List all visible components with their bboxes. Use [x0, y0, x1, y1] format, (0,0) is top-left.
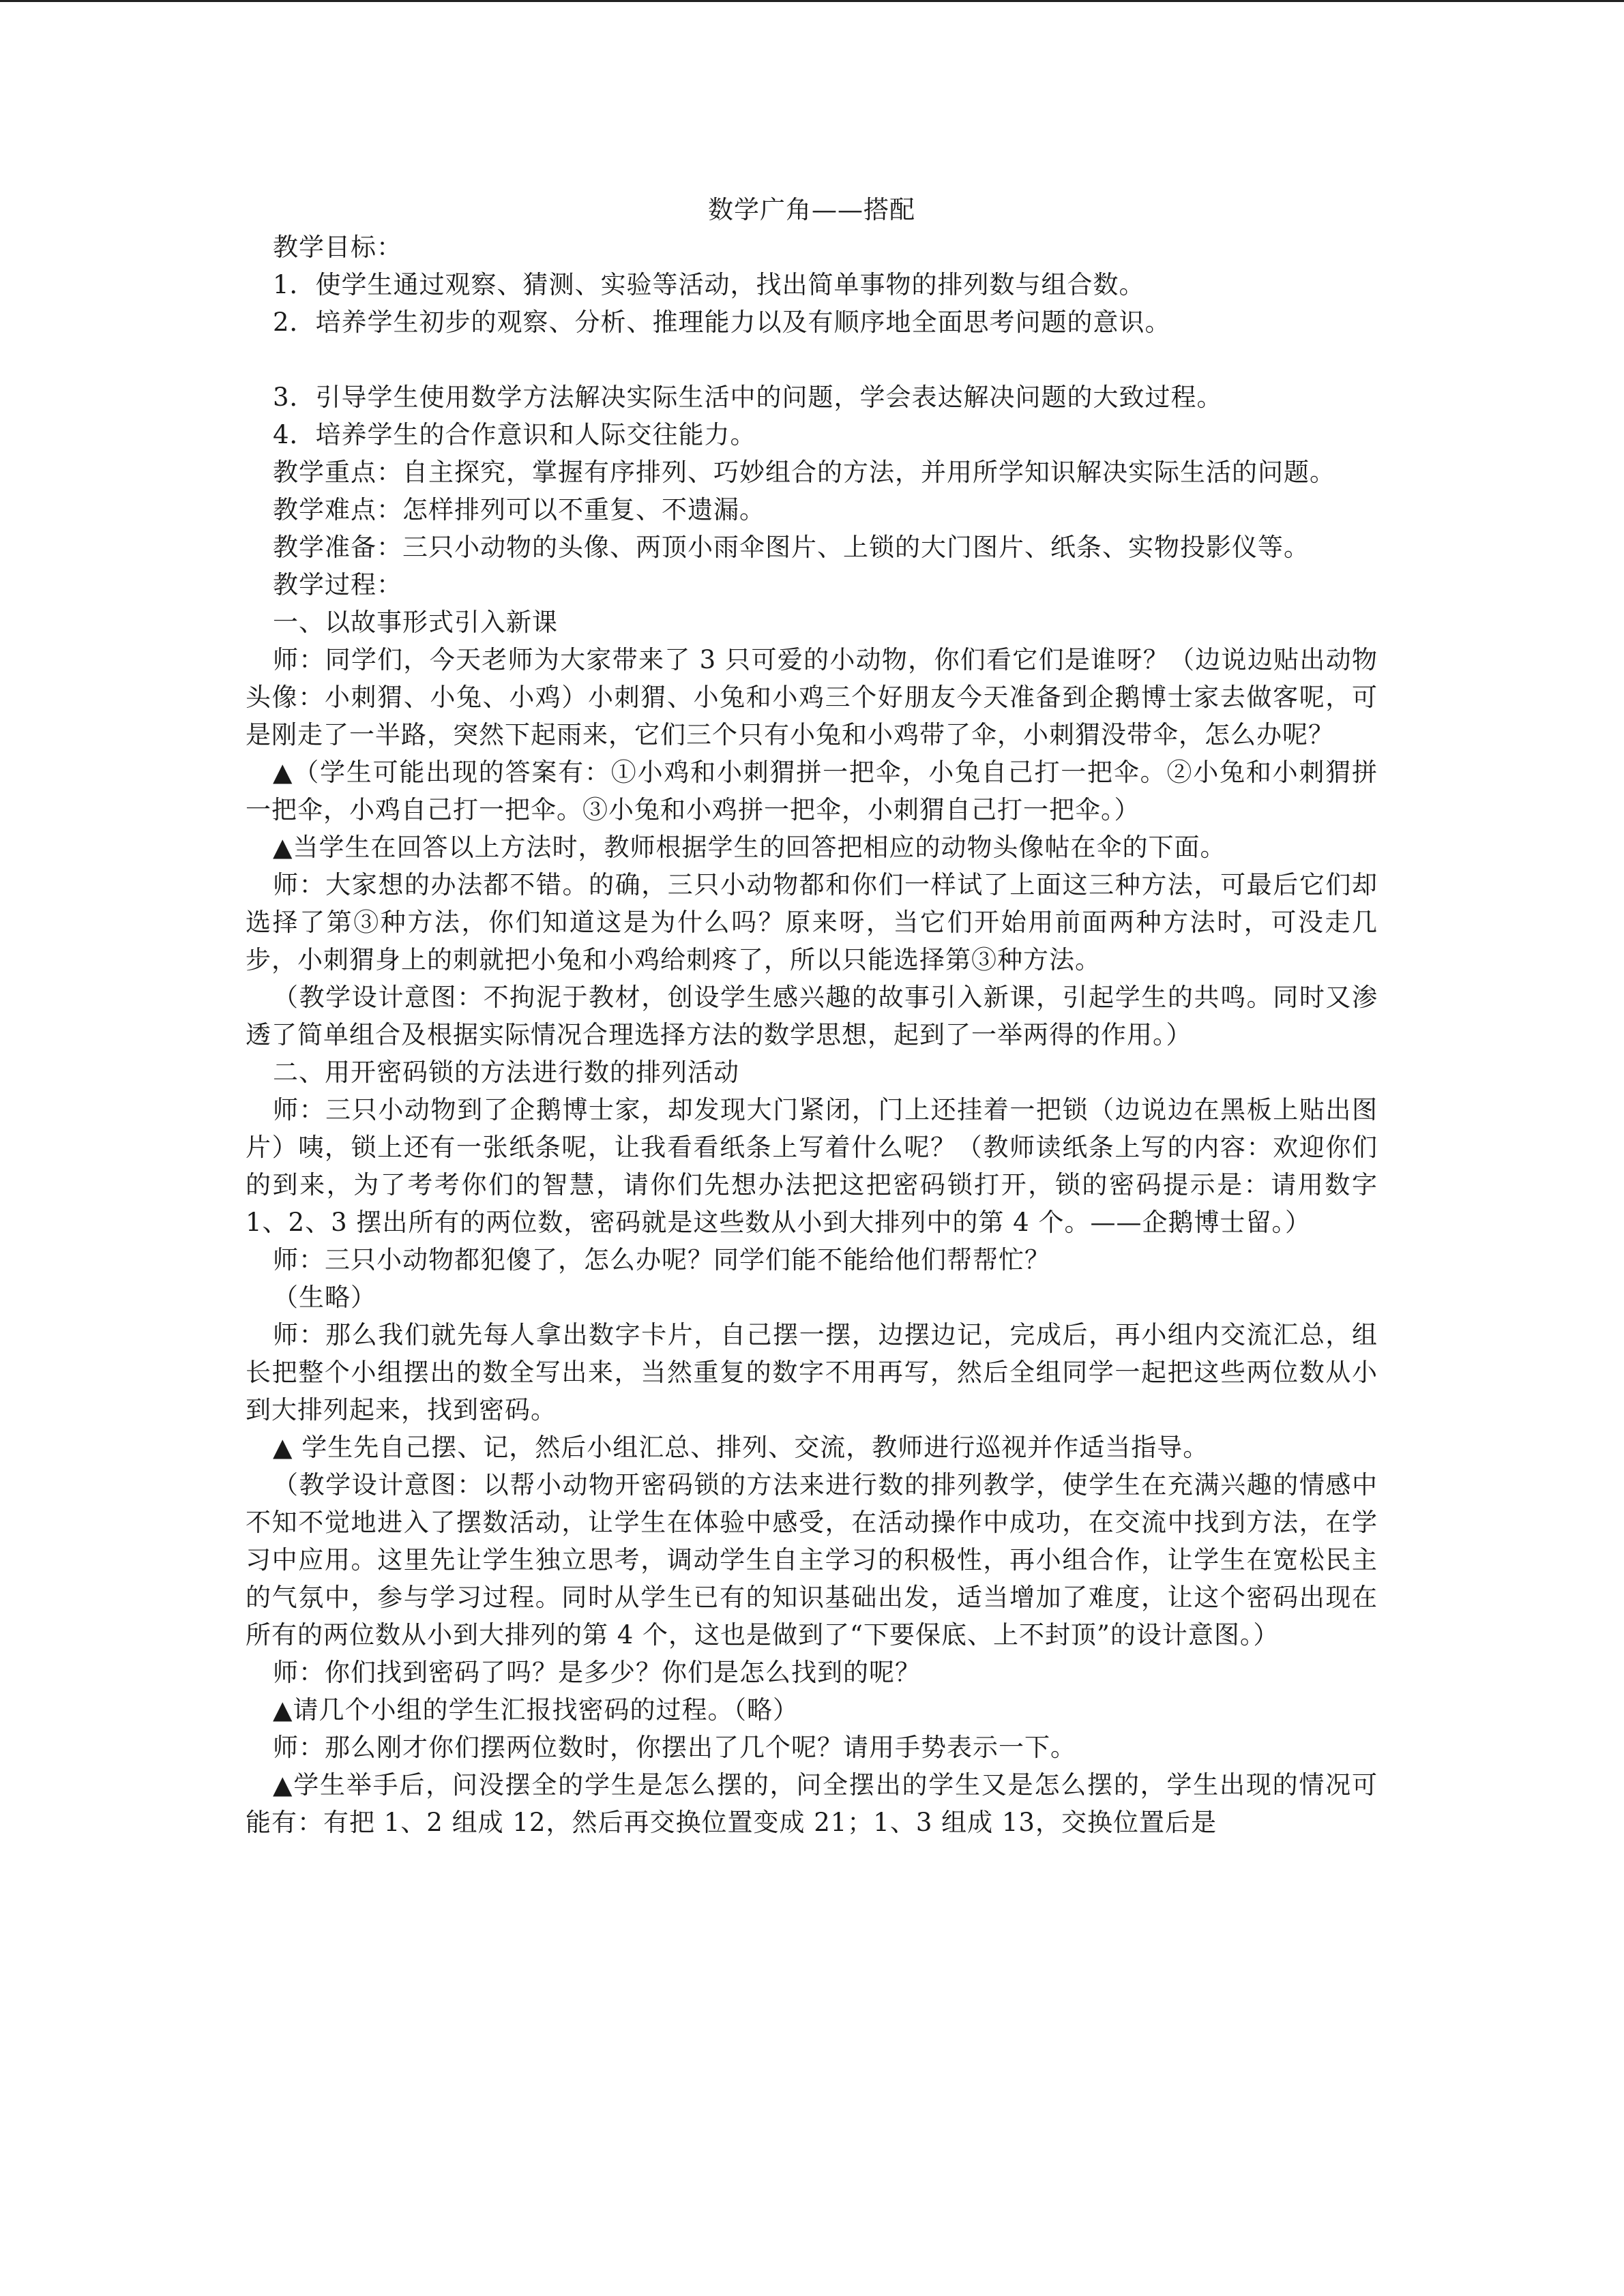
paragraph: 3．引导学生使用数学方法解决实际生活中的问题，学会表达解决问题的大致过程。: [273, 383, 1223, 412]
paragraph: 二、用开密码锁的方法进行数的排列活动: [273, 1058, 739, 1087]
document-title: 数学广角——搭配: [708, 195, 915, 224]
paragraph: 一、以故事形式引入新课: [273, 608, 558, 637]
paragraph: （生略）: [273, 1283, 377, 1312]
paragraph: （教学设计意图：不拘泥于教材，创设学生感兴趣的故事引入新课，引起学生的共鸣。同时又渗透了简单组合及根据实际情况合理选择方法的数学思想，起到了一举两得的作用。）: [246, 983, 1378, 1049]
paragraph: 师：那么我们就先每人拿出数字卡片，自己摆一摆，边摆边记，完成后，再小组内交流汇总，组长把整个小组摆出的数全写出来，当然重复的数字不用再写，然后全组同学一起把这些两位数从小到大排列起来，找到密码。: [246, 1320, 1378, 1425]
paragraph: 师：三只小动物到了企鹅博士家，却发现大门紧闭，门上还挂着一把锁（边说边在黑板上贴出图片）咦，锁上还有一张纸条呢，让我看看纸条上写着什么呢？（教师读纸条上写的内容：欢迎你们的到来，为了考考你们的智慧，请你们先想办法把这把密码锁打开，锁的密码提示是：请用数字 1、2、3 摆出所有的两位数，密码就是这些数从小到大排列中的第 4 个。——企鹅博士留。）: [246, 1095, 1378, 1237]
paragraph: 4．培养学生的合作意识和人际交往能力。: [273, 420, 756, 449]
paragraph: 师：那么刚才你们摆两位数时，你摆出了几个呢？请用手势表示一下。: [273, 1733, 1076, 1762]
paragraph: 教学过程：: [273, 570, 402, 599]
blank-line: [246, 341, 1378, 378]
paragraph: 教学准备：三只小动物的头像、两顶小雨伞图片、上锁的大门图片、纸条、实物投影仪等。: [273, 533, 1310, 562]
paragraph: 师：三只小动物都犯傻了，怎么办呢？同学们能不能给他们帮帮忙？: [273, 1245, 1050, 1274]
paragraph: 1．使学生通过观察、猜测、实验等活动，找出简单事物的排列数与组合数。: [273, 270, 1145, 299]
paragraph: 师：同学们，今天老师为大家带来了 3 只可爱的小动物，你们看它们是谁呀？（边说边贴出动物头像：小刺猬、小兔、小鸡）小刺猬、小兔和小鸡三个好朋友今天准备到企鹅博士家去做客呢，可是刚走了一半路，突然下起雨来，它们三个只有小兔和小鸡带了伞，小刺猬没带伞，怎么办呢？: [246, 645, 1378, 749]
paragraph: 师：大家想的办法都不错。的确，三只小动物都和你们一样试了上面这三种方法，可最后它们却选择了第③种方法，你们知道这是为什么吗？原来呀，当它们开始用前面两种方法时，可没走几步，小刺猬身上的刺就把小兔和小鸡给刺疼了，所以只能选择第③种方法。: [246, 870, 1378, 974]
paragraph: ▲请几个小组的学生汇报找密码的过程。（略）: [273, 1695, 799, 1725]
paragraph: 教学难点：怎样排列可以不重复、不遗漏。: [273, 495, 765, 524]
paragraph: ▲当学生在回答以上方法时，教师根据学生的回答把相应的动物头像帖在伞的下面。: [273, 833, 1226, 862]
paragraph: （教学设计意图：以帮小动物开密码锁的方法来进行数的排列教学，使学生在充满兴趣的情感中不知不觉地进入了摆数活动，让学生在体验中感受，在活动操作中成功，在交流中找到方法，在学习中应用。这里先让学生独立思考，调动学生自主学习的积极性，再小组合作，让学生在宽松民主的气氛中，参与学习过程。同时从学生已有的知识基础出发，适当增加了难度，让这个密码出现在所有的两位数从小到大排列的第 4 个，这也是做到了“下要保底、上不封顶”的设计意图。）: [246, 1470, 1378, 1650]
paragraph: ▲学生举手后，问没摆全的学生是怎么摆的，问全摆出的学生又是怎么摆的，学生出现的情况可能有：有把 1、2 组成 12，然后再交换位置变成 21；1、3 组成 13，交换位置后是: [246, 1770, 1378, 1837]
paragraph: 教学目标：: [273, 233, 402, 262]
paragraph: ▲（学生可能出现的答案有：①小鸡和小刺猬拼一把伞，小兔自己打一把伞。②小兔和小刺猬拼一把伞，小鸡自己打一把伞。③小兔和小鸡拼一把伞，小刺猬自己打一把伞。）: [246, 758, 1378, 824]
paragraph: 师：你们找到密码了吗？是多少？你们是怎么找到的呢？: [273, 1658, 921, 1687]
top-border-line: [0, 0, 1624, 2]
paragraph: ▲ 学生先自己摆、记，然后小组汇总、排列、交流，教师进行巡视并作适当指导。: [273, 1433, 1209, 1462]
document-body: [246, 228, 1378, 1841]
paragraph: 2．培养学生初步的观察、分析、推理能力以及有顺序地全面思考问题的意识。: [273, 308, 1171, 337]
document-page: [246, 191, 1378, 1841]
paragraph: 教学重点：自主探究，掌握有序排列、巧妙组合的方法，并用所学知识解决实际生活的问题。: [273, 458, 1335, 487]
